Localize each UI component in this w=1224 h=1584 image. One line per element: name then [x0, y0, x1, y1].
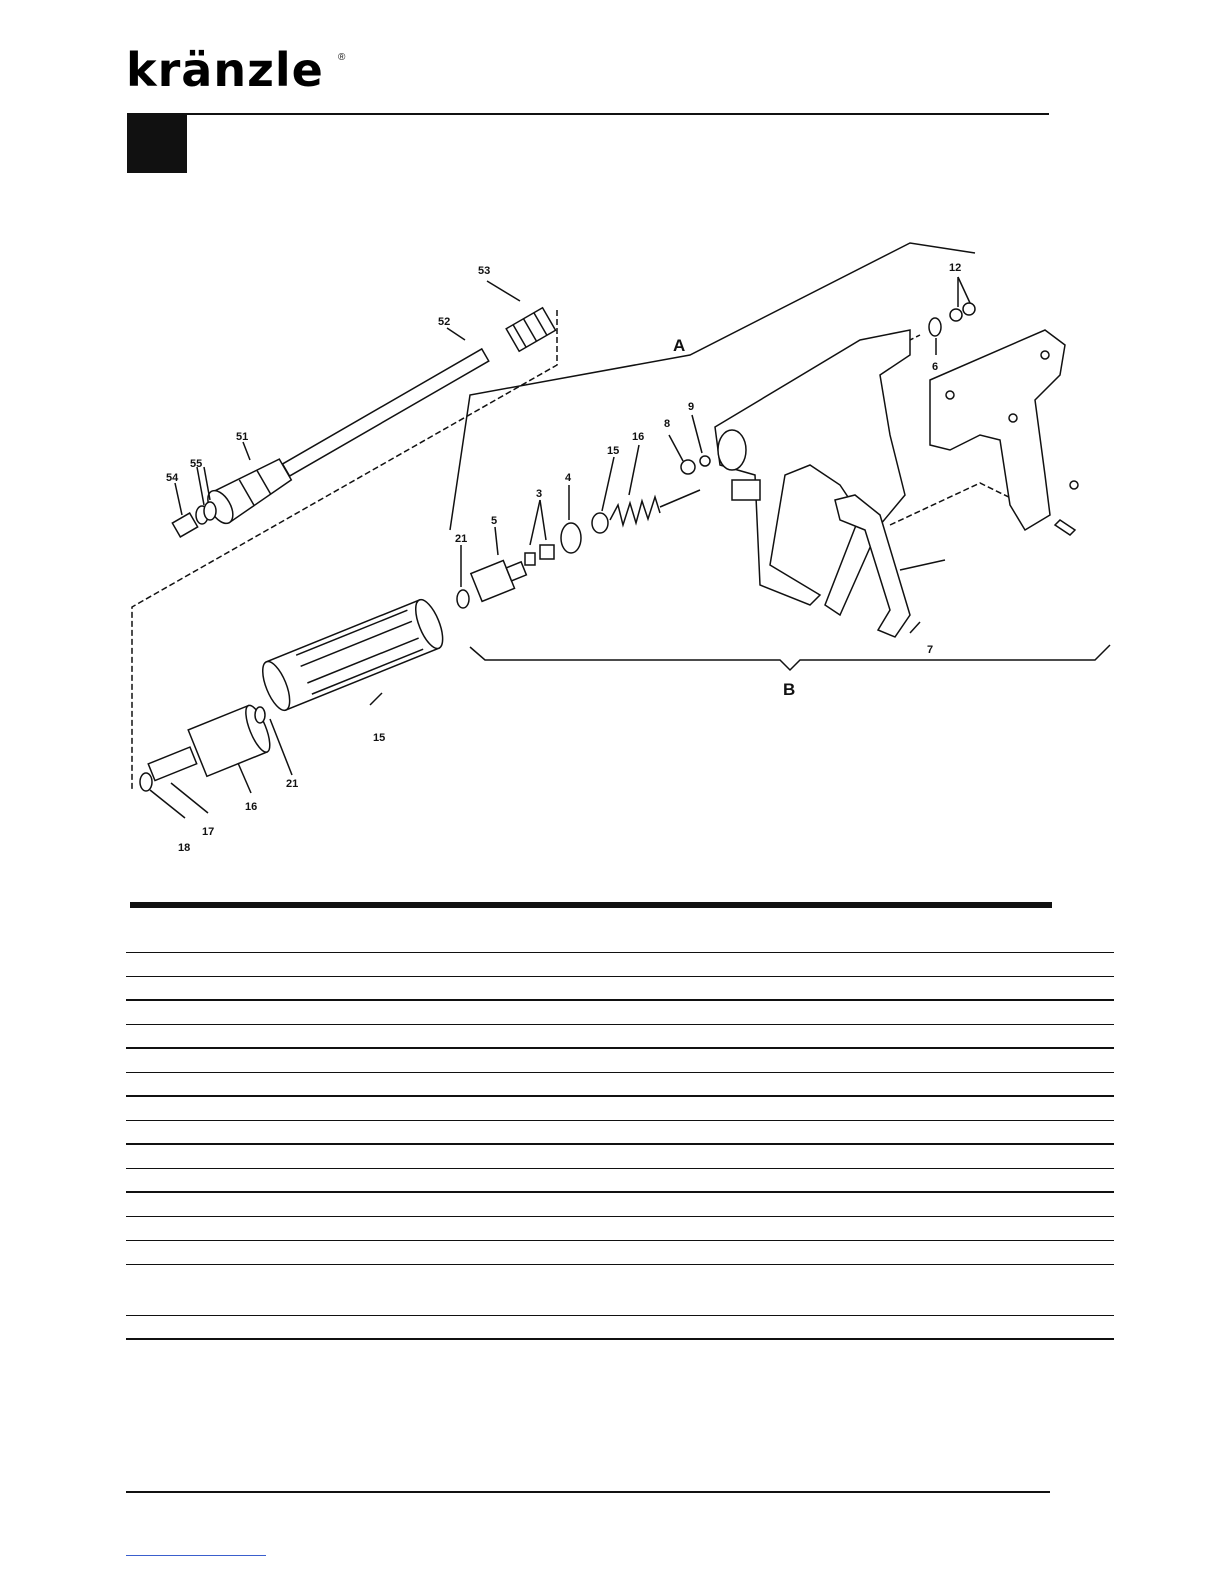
- lance-tube: [283, 349, 489, 476]
- side-cover: [930, 330, 1065, 530]
- section-marker-box: [127, 115, 187, 173]
- table-row: [126, 1073, 1114, 1097]
- callout-51: 51: [236, 431, 249, 443]
- callout-12: 12: [949, 262, 962, 274]
- callout-8: 8: [664, 418, 671, 430]
- callout-16-upper: 16: [632, 431, 645, 443]
- table-row: [126, 977, 1114, 1001]
- callout-21-upper: 21: [455, 533, 468, 545]
- callout-6: 6: [932, 361, 939, 373]
- table-row: [126, 1241, 1114, 1265]
- table-row: [126, 1025, 1114, 1049]
- table-row: [126, 1097, 1114, 1121]
- washer-8: [681, 460, 695, 474]
- parts-table: [126, 929, 1114, 1340]
- table-row: [126, 1121, 1114, 1145]
- ring-9: [700, 456, 710, 466]
- nozzle-housing-51: [203, 454, 295, 528]
- o-ring-4: [561, 523, 581, 553]
- table-row: [126, 1001, 1114, 1025]
- o-ring-21-lower: [255, 707, 265, 723]
- kranzle-logo: [126, 43, 356, 97]
- table-row: [126, 1217, 1114, 1241]
- o-ring-55b: [204, 502, 216, 520]
- callout-4: 4: [565, 472, 572, 484]
- table-row: [126, 1169, 1114, 1193]
- table-row: [126, 929, 1114, 953]
- o-ring-18: [140, 773, 152, 791]
- callout-7: 7: [927, 644, 934, 656]
- gun-thread: [732, 480, 760, 500]
- footer-link-underline[interactable]: [126, 1555, 266, 1556]
- callout-55: 55: [190, 458, 203, 470]
- lance-nut-53: [506, 308, 555, 352]
- spring-16: [610, 497, 660, 525]
- table-row: [126, 1193, 1114, 1217]
- callout-16-lower: 16: [245, 801, 258, 813]
- nut-12b: [963, 303, 975, 315]
- exploded-parts-diagram: [120, 235, 1120, 865]
- gun-inlet: [718, 430, 746, 470]
- callout-5: 5: [491, 515, 498, 527]
- logo-wordmark: kränzle: [126, 43, 324, 97]
- group-b-bracket: [470, 645, 1110, 670]
- callout-9: 9: [688, 401, 695, 413]
- screw-hole-4: [1070, 481, 1078, 489]
- callout-21-lower: 21: [286, 778, 299, 790]
- callout-3: 3: [536, 488, 543, 500]
- cover-screw: [1055, 520, 1075, 535]
- callout-52: 52: [438, 316, 451, 328]
- seal-3b: [540, 545, 554, 559]
- assembly-dash-line-3: [890, 483, 1025, 525]
- callout-15-lower: 15: [373, 732, 386, 744]
- coupling-17: [148, 747, 196, 781]
- callout-18: 18: [178, 842, 191, 854]
- table-row: [126, 1265, 1114, 1316]
- callout-15-upper: 15: [607, 445, 620, 457]
- o-ring-21-upper: [457, 590, 469, 608]
- callout-54: 54: [166, 472, 179, 484]
- table-row: [126, 953, 1114, 977]
- assembly-dash-line: [132, 310, 557, 790]
- seal-3a: [525, 553, 535, 565]
- group-label-b: B: [783, 680, 796, 699]
- valve-15: [592, 513, 608, 533]
- table-top-rule: [130, 902, 1052, 908]
- nut-12a: [950, 309, 962, 321]
- registered-mark: ®: [338, 52, 346, 63]
- table-row: [126, 1316, 1114, 1340]
- safety-lever: [900, 560, 945, 570]
- nut-5: [471, 554, 530, 601]
- washer-6: [929, 318, 941, 336]
- valve-stem: [660, 490, 700, 507]
- callout-53: 53: [478, 265, 491, 277]
- group-label-a: A: [673, 336, 686, 355]
- table-row: [126, 1145, 1114, 1169]
- table-row: [126, 1049, 1114, 1073]
- header-rule: [127, 113, 1049, 115]
- footer-rule: [126, 1491, 1050, 1493]
- callout-17: 17: [202, 826, 215, 838]
- extension-tube-15: [257, 596, 448, 714]
- nozzle-54: [172, 513, 197, 537]
